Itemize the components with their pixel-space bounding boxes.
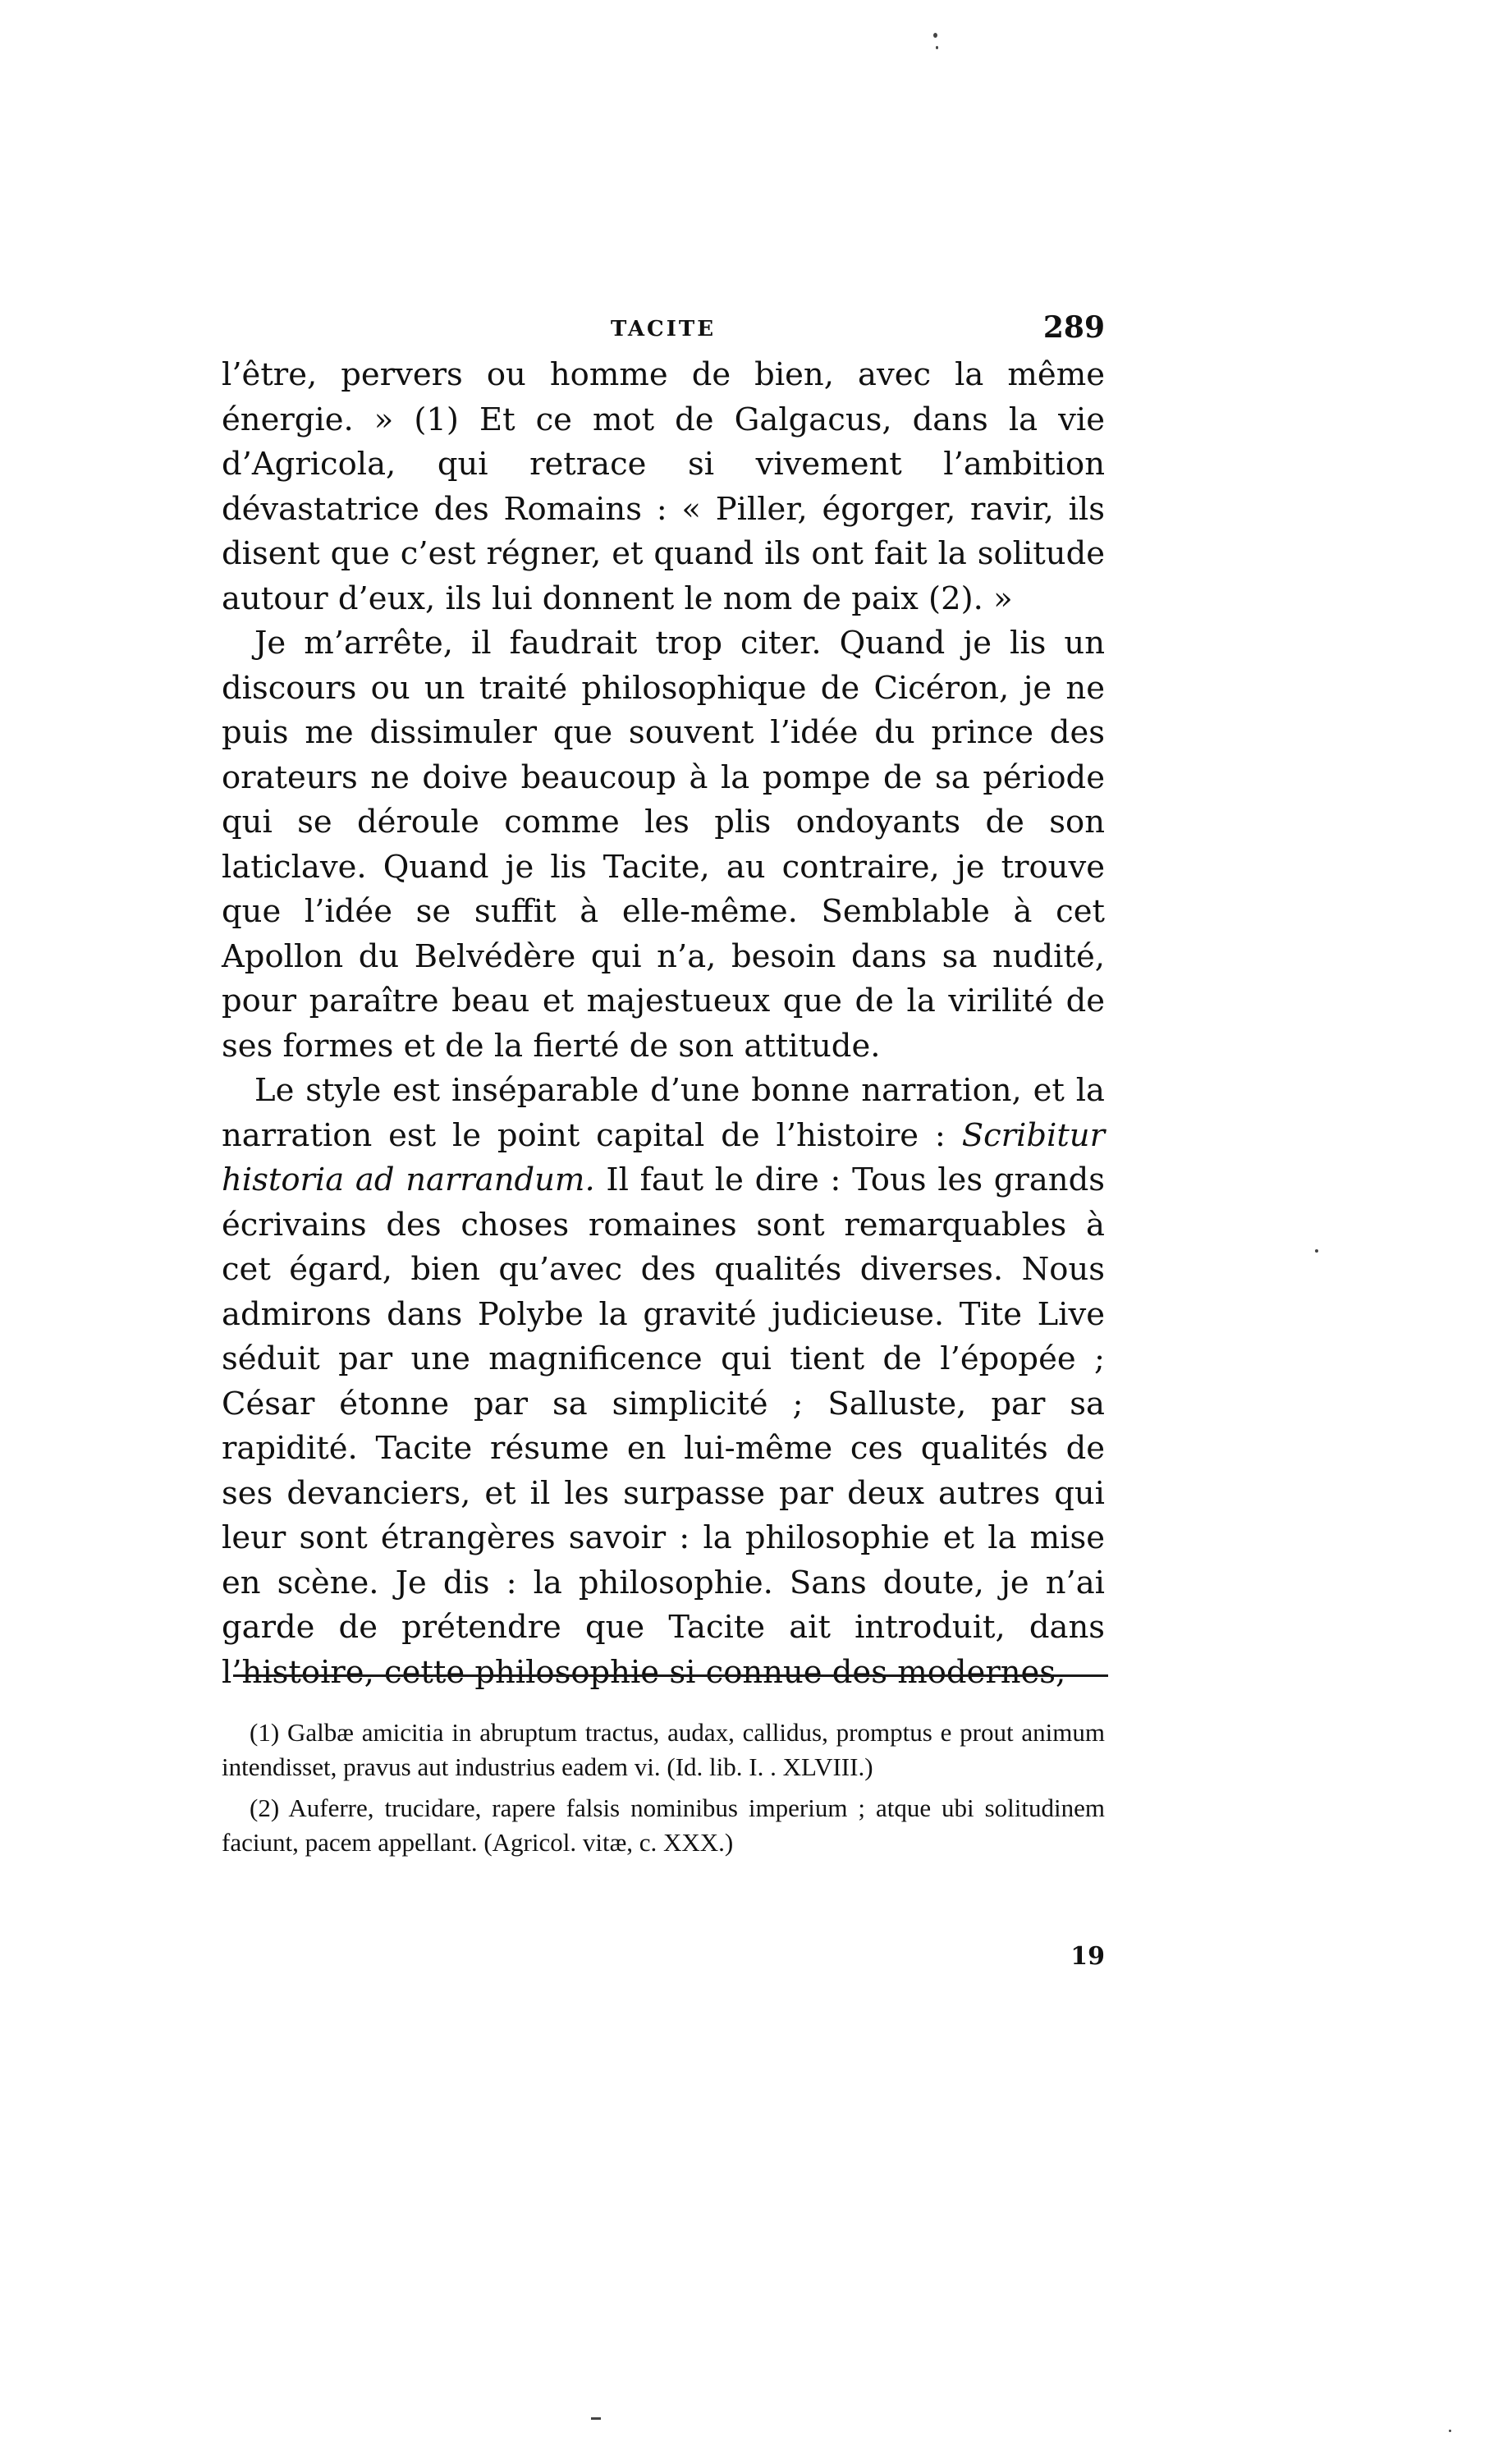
running-head: [222, 302, 1105, 351]
footnotes: [222, 1716, 1105, 1867]
footnote-1: (1) Galbæ amicitia in abruptum tractus, audax, callidus, promptus e prout animum intendisset, pravus aut industrius eadem vi. (Id. lib. I. . XLVIII.): [222, 1718, 1105, 1781]
footnote-2: (2) Auferre, trucidare, rapere falsis nominibus imperium ; atque ubi solitudinem faciunt, pacem appellant. (Agricol. vitæ, c. XXX.): [222, 1793, 1105, 1857]
page-number: 289: [1042, 310, 1105, 345]
scan-speck: [933, 33, 937, 38]
signature-mark: 19: [1070, 1942, 1105, 1971]
paragraph-3-text-start: Le style est inséparable d’une bonne narration, et la narration est le point capital de l’histoire :: [222, 1072, 1105, 1154]
body-text: [222, 353, 1105, 1695]
paragraph-2: Je m’arrête, il faudrait trop citer. Quand je lis un discours ou un traité philosophique de Cicéron, je ne puis me dissimuler que souvent l’idée du prince des orateurs ne doive beaucoup à la pompe de sa période qui se déroule comme les plis ondoyants de son laticlave. Quand je lis Tacite, au contraire, je trouve que l’idée se suffit à elle-même. Semblable à cet Apollon du Belvédère qui n’a, besoin dans sa nudité, pour paraître beau et majestueux que de la virilité de ses formes et de la fierté de son attitude.: [222, 625, 1105, 1065]
paragraph-1: l’être, pervers ou homme de bien, avec la même énergie. » (1) Et ce mot de Galgacus, dans la vie d’Agricola, qui retrace si vivement l’ambition dévastatrice des Romains : « Piller, égorger, ravir, ils disent que c’est régner, et quand ils ont fait la solitude autour d’eux, ils lui donnent le nom de paix (2). »: [222, 356, 1105, 617]
scan-speck: [936, 46, 938, 49]
paragraph-3-text-end: Il faut le dire : Tous les grands écrivains des choses romaines sont remarquables à cet égard, bien qu’avec des qualités diverses. Nous admirons dans Polybe la gravité judicieuse. Tite Live séduit par une magnificence qui tient de l’épopée ; César étonne par sa simplicité ; Salluste, par sa rapidité. Tacite résume en lui-même ces qualités de ses devanciers, et il les surpasse par deux autres qui leur sont étrangères savoir : la philosophie et la mise en scène. Je dis : la philosophie. Sans doute, je n’ai garde de prétendre que Tacite ait introduit, dans l’histoire, cette philosophie si connue des modernes,: [222, 1161, 1105, 1691]
scan-speck: [1315, 1249, 1318, 1253]
latin-quotation: Scribitur historia ad narrandum.: [222, 1116, 1105, 1198]
running-title: TACITE: [610, 317, 717, 341]
scan-speck: [1449, 2430, 1451, 2432]
paragraph-3: [222, 1069, 1105, 1695]
scan-speck: [591, 2417, 601, 2420]
footnote-rule: [233, 1674, 1108, 1677]
